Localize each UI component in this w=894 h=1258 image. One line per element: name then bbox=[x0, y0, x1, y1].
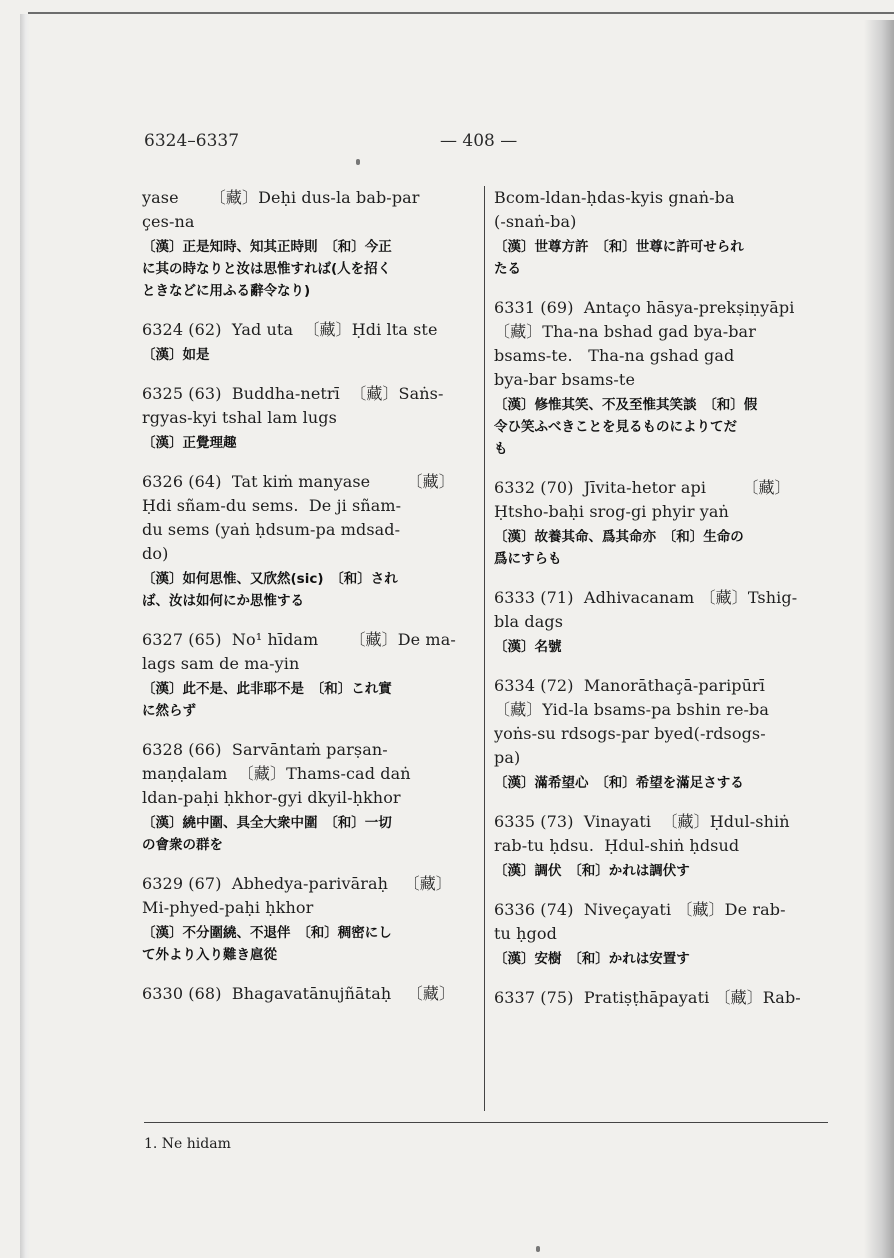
entry-sanskrit-tibetan: 6334 (72) Manorāthaçā-paripūrī 〔藏〕Yid-la bsams-pa bshin re-ba yoṅs-su rdsogs-par byed(-rdsogs- pa) bbox=[494, 676, 770, 767]
entry-chinese-japanese: 〔漢〕不分圍繞、不退伴 〔和〕稠密にし て外より入り難き扈從 bbox=[142, 925, 392, 963]
dictionary-entry bbox=[142, 872, 472, 966]
page-number: — 408 — bbox=[440, 131, 518, 151]
entry-sanskrit-tibetan: 6332 (70) Jīvita-hetor api 〔藏〕 Ḥtsho-baḥi srog-gi phyir yaṅ bbox=[494, 478, 791, 521]
footnote: 1. Ne hidam bbox=[144, 1136, 231, 1152]
entry-chinese-japanese: 〔漢〕安樹 〔和〕かれは安置す bbox=[494, 951, 690, 967]
entry-chinese-japanese: 〔漢〕如是 bbox=[142, 347, 210, 363]
left-column bbox=[142, 186, 472, 1022]
entry-range-header: 6324–6337 bbox=[144, 131, 240, 151]
entry-sanskrit-tibetan: 6325 (63) Buddha-netrī 〔藏〕Saṅs- rgyas-kyi tshal lam lugs bbox=[142, 384, 444, 427]
dictionary-entry bbox=[494, 674, 828, 794]
ink-speck bbox=[356, 159, 360, 165]
entry-chinese-japanese: 〔漢〕故養其命、爲其命亦 〔和〕生命の 爲にすらも bbox=[494, 529, 744, 567]
dictionary-entry bbox=[142, 738, 472, 856]
dictionary-entry bbox=[494, 810, 828, 882]
entry-chinese-japanese: 〔漢〕世尊方許 〔和〕世尊に許可せられ たる bbox=[494, 239, 744, 277]
entry-sanskrit-tibetan: 6327 (65) No¹ hīdam 〔藏〕De ma- lags sam de ma-yin bbox=[142, 630, 456, 673]
entry-chinese-japanese: 〔漢〕修惟其笑、不及至惟其笑談 〔和〕假 令ひ笑ふべきことを見るものによりてだ も bbox=[494, 397, 758, 457]
top-rule bbox=[28, 12, 894, 14]
entry-chinese-japanese: 〔漢〕此不是、此非耶不是 〔和〕これ實 に然らず bbox=[142, 681, 392, 719]
entry-sanskrit-tibetan: 6329 (67) Abhedya-parivāraḥ 〔藏〕 Mi-phyed-paḥi ḥkhor bbox=[142, 874, 452, 917]
footnote-rule bbox=[144, 1122, 828, 1123]
entry-chinese-japanese: 〔漢〕繞中圍、具全大衆中圍 〔和〕一切 の會衆の群を bbox=[142, 815, 392, 853]
entry-chinese-japanese: 〔漢〕名號 bbox=[494, 639, 562, 655]
entry-sanskrit-tibetan: 6330 (68) Bhagavatānujñātaḥ 〔藏〕 bbox=[142, 984, 456, 1003]
right-column bbox=[494, 186, 828, 1026]
entry-sanskrit-tibetan: 6328 (66) Sarvāntaṁ parṣan- maṇḍalam 〔藏〕Thams-cad daṅ ldan-paḥi ḥkhor-gyi dkyil-ḥkhor bbox=[142, 740, 411, 807]
dictionary-entry bbox=[494, 476, 828, 570]
dictionary-entry bbox=[142, 470, 472, 612]
page-gutter-shadow bbox=[20, 14, 30, 1258]
entry-chinese-japanese: 〔漢〕調伏 〔和〕かれは調伏す bbox=[494, 863, 690, 879]
column-divider bbox=[484, 186, 485, 1111]
entry-sanskrit-tibetan: 6333 (71) Adhivacanam 〔藏〕Tshig- bla dags bbox=[494, 588, 798, 631]
entry-sanskrit-tibetan: 6337 (75) Pratiṣṭhāpayati 〔藏〕Rab- bbox=[494, 988, 801, 1007]
dictionary-entry bbox=[494, 986, 828, 1010]
entry-sanskrit-tibetan: yase 〔藏〕Deḥi dus-la bab-par çes-na bbox=[142, 188, 420, 231]
entry-sanskrit-tibetan: 6335 (73) Vinayati 〔藏〕Ḥdul-shiṅ rab-tu ḥdsu. Ḥdul-shiṅ ḥdsud bbox=[494, 812, 790, 855]
dictionary-entry bbox=[494, 898, 828, 970]
entry-sanskrit-tibetan: 6324 (62) Yad uta 〔藏〕Ḥdi lta ste bbox=[142, 320, 438, 339]
dictionary-entry bbox=[494, 296, 828, 460]
entry-sanskrit-tibetan: 6326 (64) Tat kiṁ manyase 〔藏〕 Ḥdi sñam-du sems. De ji sñam- du sems (yaṅ ḥdsum-pa mdsad- do) bbox=[142, 472, 455, 563]
entry-sanskrit-tibetan: 6336 (74) Niveçayati 〔藏〕De rab- tu ḥgod bbox=[494, 900, 786, 943]
dictionary-entry bbox=[142, 318, 472, 366]
entry-sanskrit-tibetan: 6331 (69) Antaço hāsya-prekṣiṇyāpi 〔藏〕Tha-na bshad gad bya-bar bsams-te. Tha-na gshad gad bya-bar bsams-te bbox=[494, 298, 795, 389]
dictionary-entry bbox=[142, 982, 472, 1006]
entry-chinese-japanese: 〔漢〕滿希望心 〔和〕希望を滿足さする bbox=[494, 775, 744, 791]
ink-speck bbox=[536, 1246, 540, 1252]
dictionary-entry bbox=[142, 186, 472, 302]
dictionary-entry bbox=[142, 382, 472, 454]
dictionary-entry bbox=[142, 628, 472, 722]
dictionary-entry bbox=[494, 586, 828, 658]
entry-chinese-japanese: 〔漢〕正覺理趣 bbox=[142, 435, 237, 451]
dictionary-entry bbox=[494, 186, 828, 280]
entry-sanskrit-tibetan: Bcom-ldan-ḥdas-kyis gnaṅ-ba (-snaṅ-ba) bbox=[494, 188, 735, 231]
entry-chinese-japanese: 〔漢〕如何思惟、又欣然(sic) 〔和〕され ば、汝は如何にか思惟する bbox=[142, 571, 398, 609]
entry-chinese-japanese: 〔漢〕正是知時、知其正時則 〔和〕今正 に其の時なりと汝は思惟すれば(人を招く ときなどに用ふる辭令なり) bbox=[142, 239, 392, 299]
page-edge-shadow bbox=[864, 20, 894, 1258]
